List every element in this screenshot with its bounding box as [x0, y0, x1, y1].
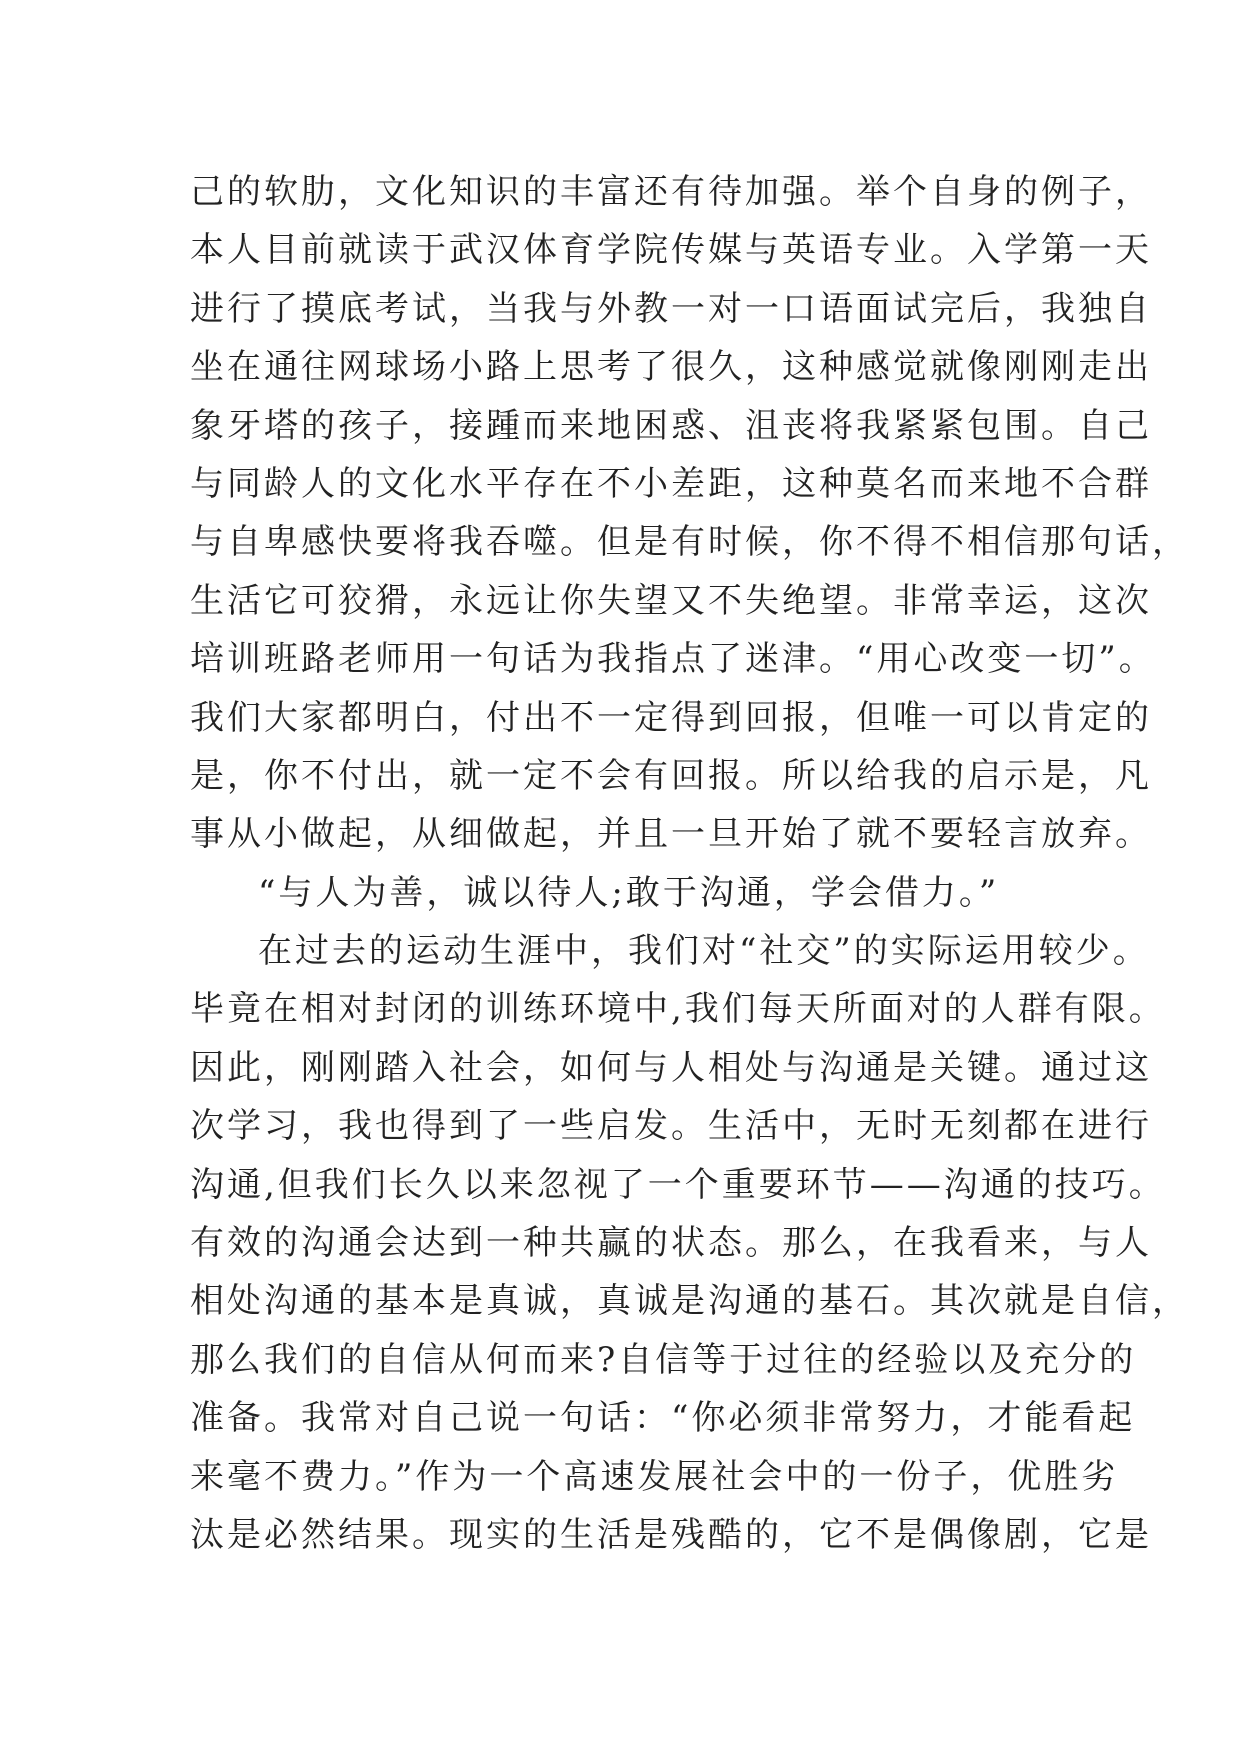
- text-line: 与同龄人的文化水平存在不小差距，这种莫名而来地不合群: [190, 463, 1152, 504]
- text-line: 进行了摸底考试，当我与外教一对一口语面试完后，我独自: [190, 288, 1152, 329]
- text-line: 己的软肋，文化知识的丰富还有待加强。举个自身的例子，: [190, 172, 1152, 212]
- body-text: [190, 163, 1189, 1564]
- quote-heading: “与人为善，诚以待人;敢于沟通，学会借力。”: [258, 872, 1000, 913]
- text-line: 那么我们的自信从何而来?自信等于过往的经验以及充分的: [190, 1339, 1137, 1380]
- text-line: 有效的沟通会达到一种共赢的状态。那么，在我看来，与人: [190, 1223, 1152, 1264]
- text-line: 准备。我常对自己说一句话：“你必须非常努力，才能看起: [190, 1398, 1136, 1439]
- text-line: 象牙塔的孩子，接踵而来地困惑、沮丧将我紧紧包围。自己: [190, 405, 1152, 446]
- text-line: 汰是必然结果。现实的生活是残酷的，它不是偶像剧，它是: [190, 1514, 1152, 1555]
- text-line: 沟通,但我们长久以来忽视了一个重要环节——沟通的技巧。: [190, 1164, 1166, 1205]
- text-line: 次学习，我也得到了一些启发。生活中，无时无刻都在进行: [190, 1106, 1152, 1147]
- paragraph-start-line: 在过去的运动生涯中，我们对“社交”的实际运用较少。: [258, 931, 1150, 972]
- text-line: 因此，刚刚踏入社会，如何与人相处与沟通是关键。通过这: [190, 1047, 1152, 1088]
- text-line: 事从小做起，从细做起，并且一旦开始了就不要轻言放弃。: [190, 814, 1152, 855]
- text-line: 毕竟在相对封闭的训练环境中,我们每天所面对的人群有限。: [190, 989, 1166, 1030]
- text-line: 坐在通往网球场小路上思考了很久，这种感觉就像刚刚走出: [190, 347, 1152, 388]
- text-line: 我们大家都明白，付出不一定得到回报，但唯一可以肯定的: [190, 697, 1152, 738]
- text-line: 相处沟通的基本是真诚，真诚是沟通的基石。其次就是自信，: [190, 1281, 1189, 1322]
- text-line: 与自卑感快要将我吞噬。但是有时候，你不得不相信那句话，: [190, 522, 1189, 563]
- text-line: 本人目前就读于武汉体育学院传媒与英语专业。入学第一天: [190, 230, 1152, 271]
- text-line: 是，你不付出，就一定不会有回报。所以给我的启示是，凡: [190, 755, 1152, 796]
- text-line: 来毫不费力。”作为一个高速发展社会中的一份子，优胜劣: [190, 1456, 1119, 1497]
- text-line: 培训班路老师用一句话为我指点了迷津。“用心改变一切”。: [190, 639, 1156, 680]
- text-line: 生活它可狡猾，永远让你失望又不失绝望。非常幸运，这次: [190, 580, 1152, 621]
